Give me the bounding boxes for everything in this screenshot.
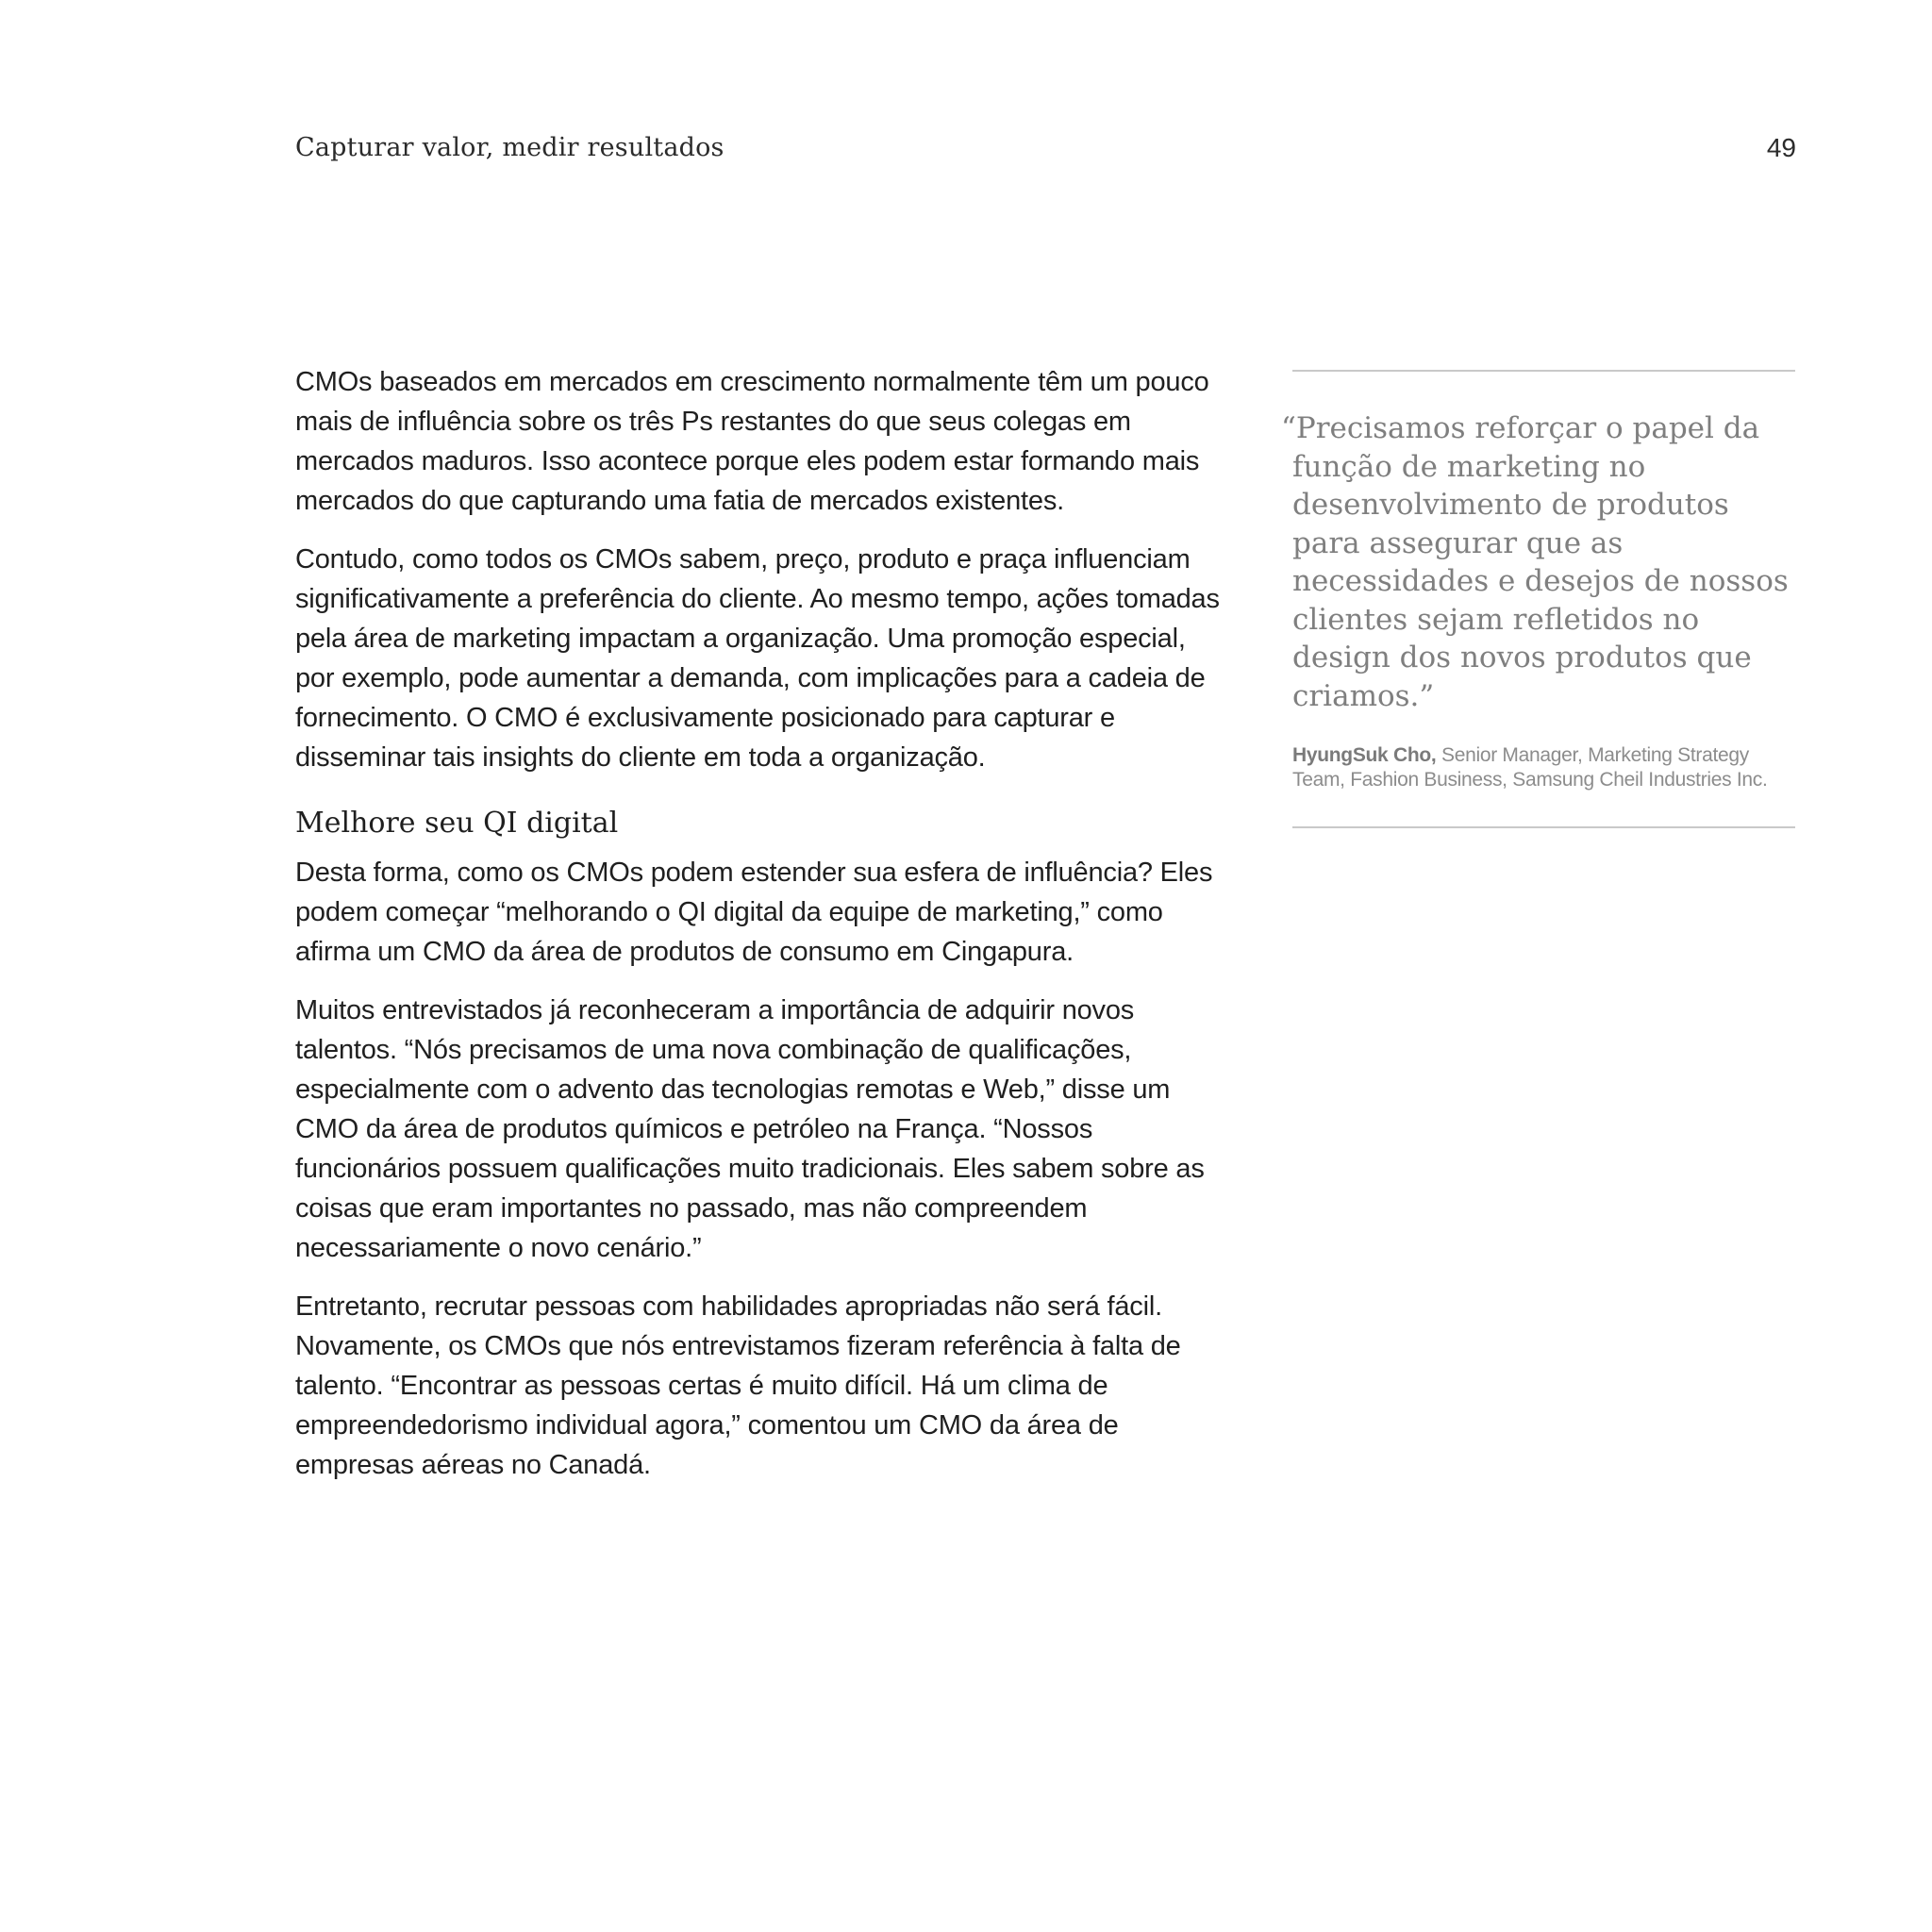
attribution-name: HyungSuk Cho, <box>1292 744 1437 766</box>
body-paragraph: Desta forma, como os CMOs podem estender sua esfera de influência? Eles podem começar “melhorando o QI digital da equipe de marketing,” como afirma um CMO da área de produtos de consumo em Cingapura. <box>295 858 1213 967</box>
page-number: 49 <box>1766 133 1796 162</box>
body-paragraph: Contudo, como todos os CMOs sabem, preço, produto e praça influenciam significativamente a preferência do cliente. Ao mesmo tempo, ações tomadas pela área de marketing impactam a organização. Uma promoção especial, por exemplo, pode aumentar a demanda, com implicações para a cadeia de fornecimento. O CMO é exclusivamente posicionado para capturar e disseminar tais insights do cliente em toda a organização. <box>295 544 1220 773</box>
body-paragraph: Entretanto, recrutar pessoas com habilidades apropriadas não será fácil. Novamente, os CMOs que nós entrevistamos fizeram referência à falta de talento. “Encontrar as pessoas certas é muito difícil. Há um clima de empreendedorismo individual agora,” comentou um CMO da área de empresas aéreas no Canadá. <box>295 1291 1181 1480</box>
pull-quote-sidebar <box>1281 370 1795 828</box>
bottom-divider <box>1292 826 1795 828</box>
body-paragraph: CMOs baseados em mercados em crescimento normalmente têm um pouco mais de influência sobre os três Ps restantes do que seus colegas em mercados maduros. Isso acontece porque eles podem estar formando mais mercados do que capturando uma fatia de mercados existentes. <box>295 367 1209 516</box>
top-divider <box>1292 370 1795 372</box>
section-heading: Melhore seu QI digital <box>295 807 619 840</box>
main-text-column <box>295 362 1220 1504</box>
attribution-title: Senior Manager, Marketing Strategy Team, Fashion Business, Samsung Cheil Industries Inc. <box>1292 744 1768 791</box>
body-paragraph: Muitos entrevistados já reconheceram a importância de adquirir novos talentos. “Nós precisamos de uma nova combinação de qualificações, especialmente com o advento das tecnologias remotas e Web,” disse um CMO da área de produtos químicos e petróleo na França. “Nossos funcionários possuem qualificações muito tradicionais. Eles sabem sobre as coisas que eram importantes no passado, mas não compreendem necessariamente o novo cenário.” <box>295 995 1205 1263</box>
pull-quote: “Precisamos reforçar o papel da função de marketing no desenvolvimento de produtos para assegurar que as necessidades e desejos de nossos clientes sejam refletidos no design dos novos produtos que criamos.” <box>1281 411 1789 713</box>
running-header-title: Capturar valor, medir resultados <box>295 133 724 162</box>
quote-attribution <box>1292 743 1795 792</box>
